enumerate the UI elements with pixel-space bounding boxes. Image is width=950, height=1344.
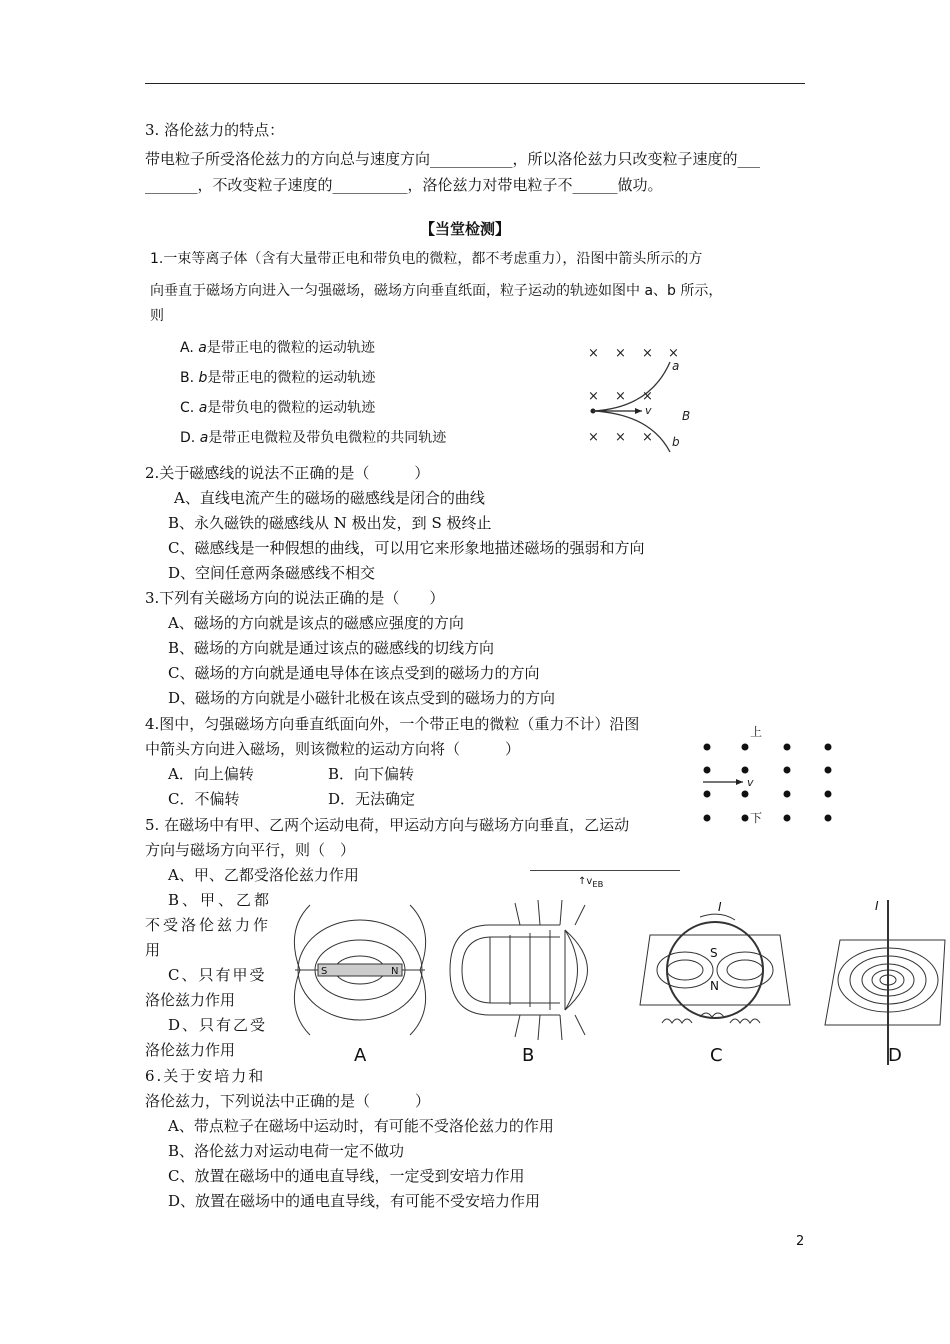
figure-a-bar-magnet [294,905,425,1035]
q4-field-dots-figure [695,720,845,830]
page-number: 2 [796,1234,805,1249]
q3-option-c: C、磁场的方向就是通电导体在该点受到的磁场力的方向 [168,664,540,682]
field-cross: × [642,346,653,361]
q1-stem-3: 则 [150,308,164,324]
figure-label-a: A [354,1045,367,1066]
label-a: a [672,359,680,373]
q6-option-a: A、带点粒子在磁场中运动时，有可能不受洛伦兹力的作用 [168,1117,554,1135]
q4-stem-1: 4.图中，匀强磁场方向垂直纸面向外，一个带正电的微粒（重力不计）沿图 [145,715,640,733]
q5-option-d-2: 洛伦兹力作用 [145,1041,236,1059]
q1-magnetic-field-figure [580,340,700,455]
q1-stem-1: 1.一束等离子体（含有大量带正电和带负电的微粒，都不考虑重力），沿图中箭头所示的方 [150,251,703,267]
section3-heading: 3. 洛伦兹力的特点： [145,121,285,139]
section3-line1: 带电粒子所受洛伦兹力的方向总与速度方向___________，所以洛伦兹力只改变粒子速度的___ [145,150,761,168]
q2-stem: 2.关于磁感线的说法不正确的是（ ） [145,464,430,482]
loop-current-label: I [718,900,722,914]
figure-label-d: D [888,1045,902,1066]
field-lines-figures [290,895,950,1070]
figure-d-straight-wire [825,900,945,1065]
figure-c-current-loop [640,914,790,1023]
q2-option-d: D、空间任意两条磁感线不相交 [168,564,376,582]
section3-line2: _______，不改变粒子速度的__________，洛伦兹力对带电粒子不______做功。 [145,176,663,194]
loop-s-label: S [710,946,718,960]
label-down: 下 [750,811,763,825]
stray-rule [530,870,680,871]
field-cross: × [615,346,626,361]
field-cross: × [642,389,653,404]
q3-stem: 3.下列有关磁场方向的说法正确的是（ ） [145,589,445,607]
q3-option-a: A、磁场的方向就是该点的磁感应强度的方向 [168,614,464,632]
q5-option-c-2: 洛伦兹力作用 [145,991,236,1009]
q1-stem-2: 向垂直于磁场方向进入一匀强磁场，磁场方向垂直纸面，粒子运动的轨迹如图中 a、b 所示， [150,283,723,299]
magnet-n-label: N [391,966,399,977]
magnet-s-label: S [321,966,328,977]
field-cross: × [588,430,599,445]
trajectory-a [593,362,670,411]
test-title: 【当堂检测】 [420,220,511,238]
field-cross: × [642,430,653,445]
label-v: v [645,404,652,417]
q2-option-a: A、直线电流产生的磁场的磁感线是闭合的曲线 [174,489,485,507]
arrow-head-icon [635,408,642,414]
q4-option-c: C．不偏转 [168,790,240,808]
q3-option-d: D、磁场的方向就是小磁针北极在该点受到的磁场力的方向 [168,689,556,707]
field-cross: × [588,346,599,361]
figure-label-b: B [522,1045,535,1066]
q1-option-b: B. b是带正电的微粒的运动轨迹 [180,370,376,386]
field-cross: × [668,346,679,361]
trajectory-b [593,411,670,452]
q5-stem-2: 方向与磁场方向平行，则（ ） [145,841,356,859]
stray-v-label: $↑v_{EB}$ [578,876,604,889]
field-cross: × [615,389,626,404]
q6-option-b: B、洛伦兹力对运动电荷一定不做功 [168,1142,405,1160]
header-rule [145,83,805,84]
q6-stem-2: 洛伦兹力，下列说法中正确的是（ ） [145,1092,431,1110]
figure-label-c: C [710,1045,723,1066]
q6-option-d: D、放置在磁场中的通电直导线，有可能不受安培力作用 [168,1192,541,1210]
q5-option-b-2: 不受洛伦兹力作 [145,916,272,934]
q5-option-a: A、甲、乙都受洛伦兹力作用 [168,866,359,884]
q4-option-a: A．向上偏转 [168,765,254,783]
q2-option-b: B、永久磁铁的磁感线从 N 极出发，到 S 极终止 [168,514,492,532]
label-up: 上 [750,725,763,739]
q3-option-b: B、磁场的方向就是通过该点的磁感线的切线方向 [168,639,495,657]
q5-stem-1: 5. 在磁场中有甲、乙两个运动电荷，甲运动方向与磁场方向垂直，乙运动 [145,816,630,834]
q5-option-b-3: 用 [145,941,161,959]
q5-option-d-1: D、只有乙受 [168,1016,268,1034]
arrow-head-icon [736,779,743,785]
q1-option-d: D. a是带正电微粒及带负电微粒的共同轨迹 [180,430,447,446]
label-B: B [682,409,691,423]
q4-option-b: B．向下偏转 [328,765,415,783]
q5-option-c-1: C、只有甲受 [168,966,267,984]
q6-option-c: C、放置在磁场中的通电直导线，一定受到安培力作用 [168,1167,525,1185]
label-b: b [672,435,680,449]
q5-option-b-1: B、甲、乙都 [168,891,273,909]
wire-current-label: I [875,899,879,913]
label-v: v [747,776,754,789]
figure-b-horseshoe-magnet [450,900,588,1040]
field-cross: × [588,389,599,404]
q6-stem-1: 6.关于安培力和 [145,1067,266,1085]
field-cross: × [615,430,626,445]
q1-option-a: A. a是带正电的微粒的运动轨迹 [180,340,375,356]
q2-option-c: C、磁感线是一种假想的曲线，可以用它来形象地描述磁场的强弱和方向 [168,539,645,557]
loop-n-label: N [710,979,719,993]
q4-option-d: D．无法确定 [328,790,416,808]
q4-stem-2: 中箭头方向进入磁场，则该微粒的运动方向将（ ） [145,740,521,758]
q1-option-c: C. a是带负电的微粒的运动轨迹 [180,400,376,416]
